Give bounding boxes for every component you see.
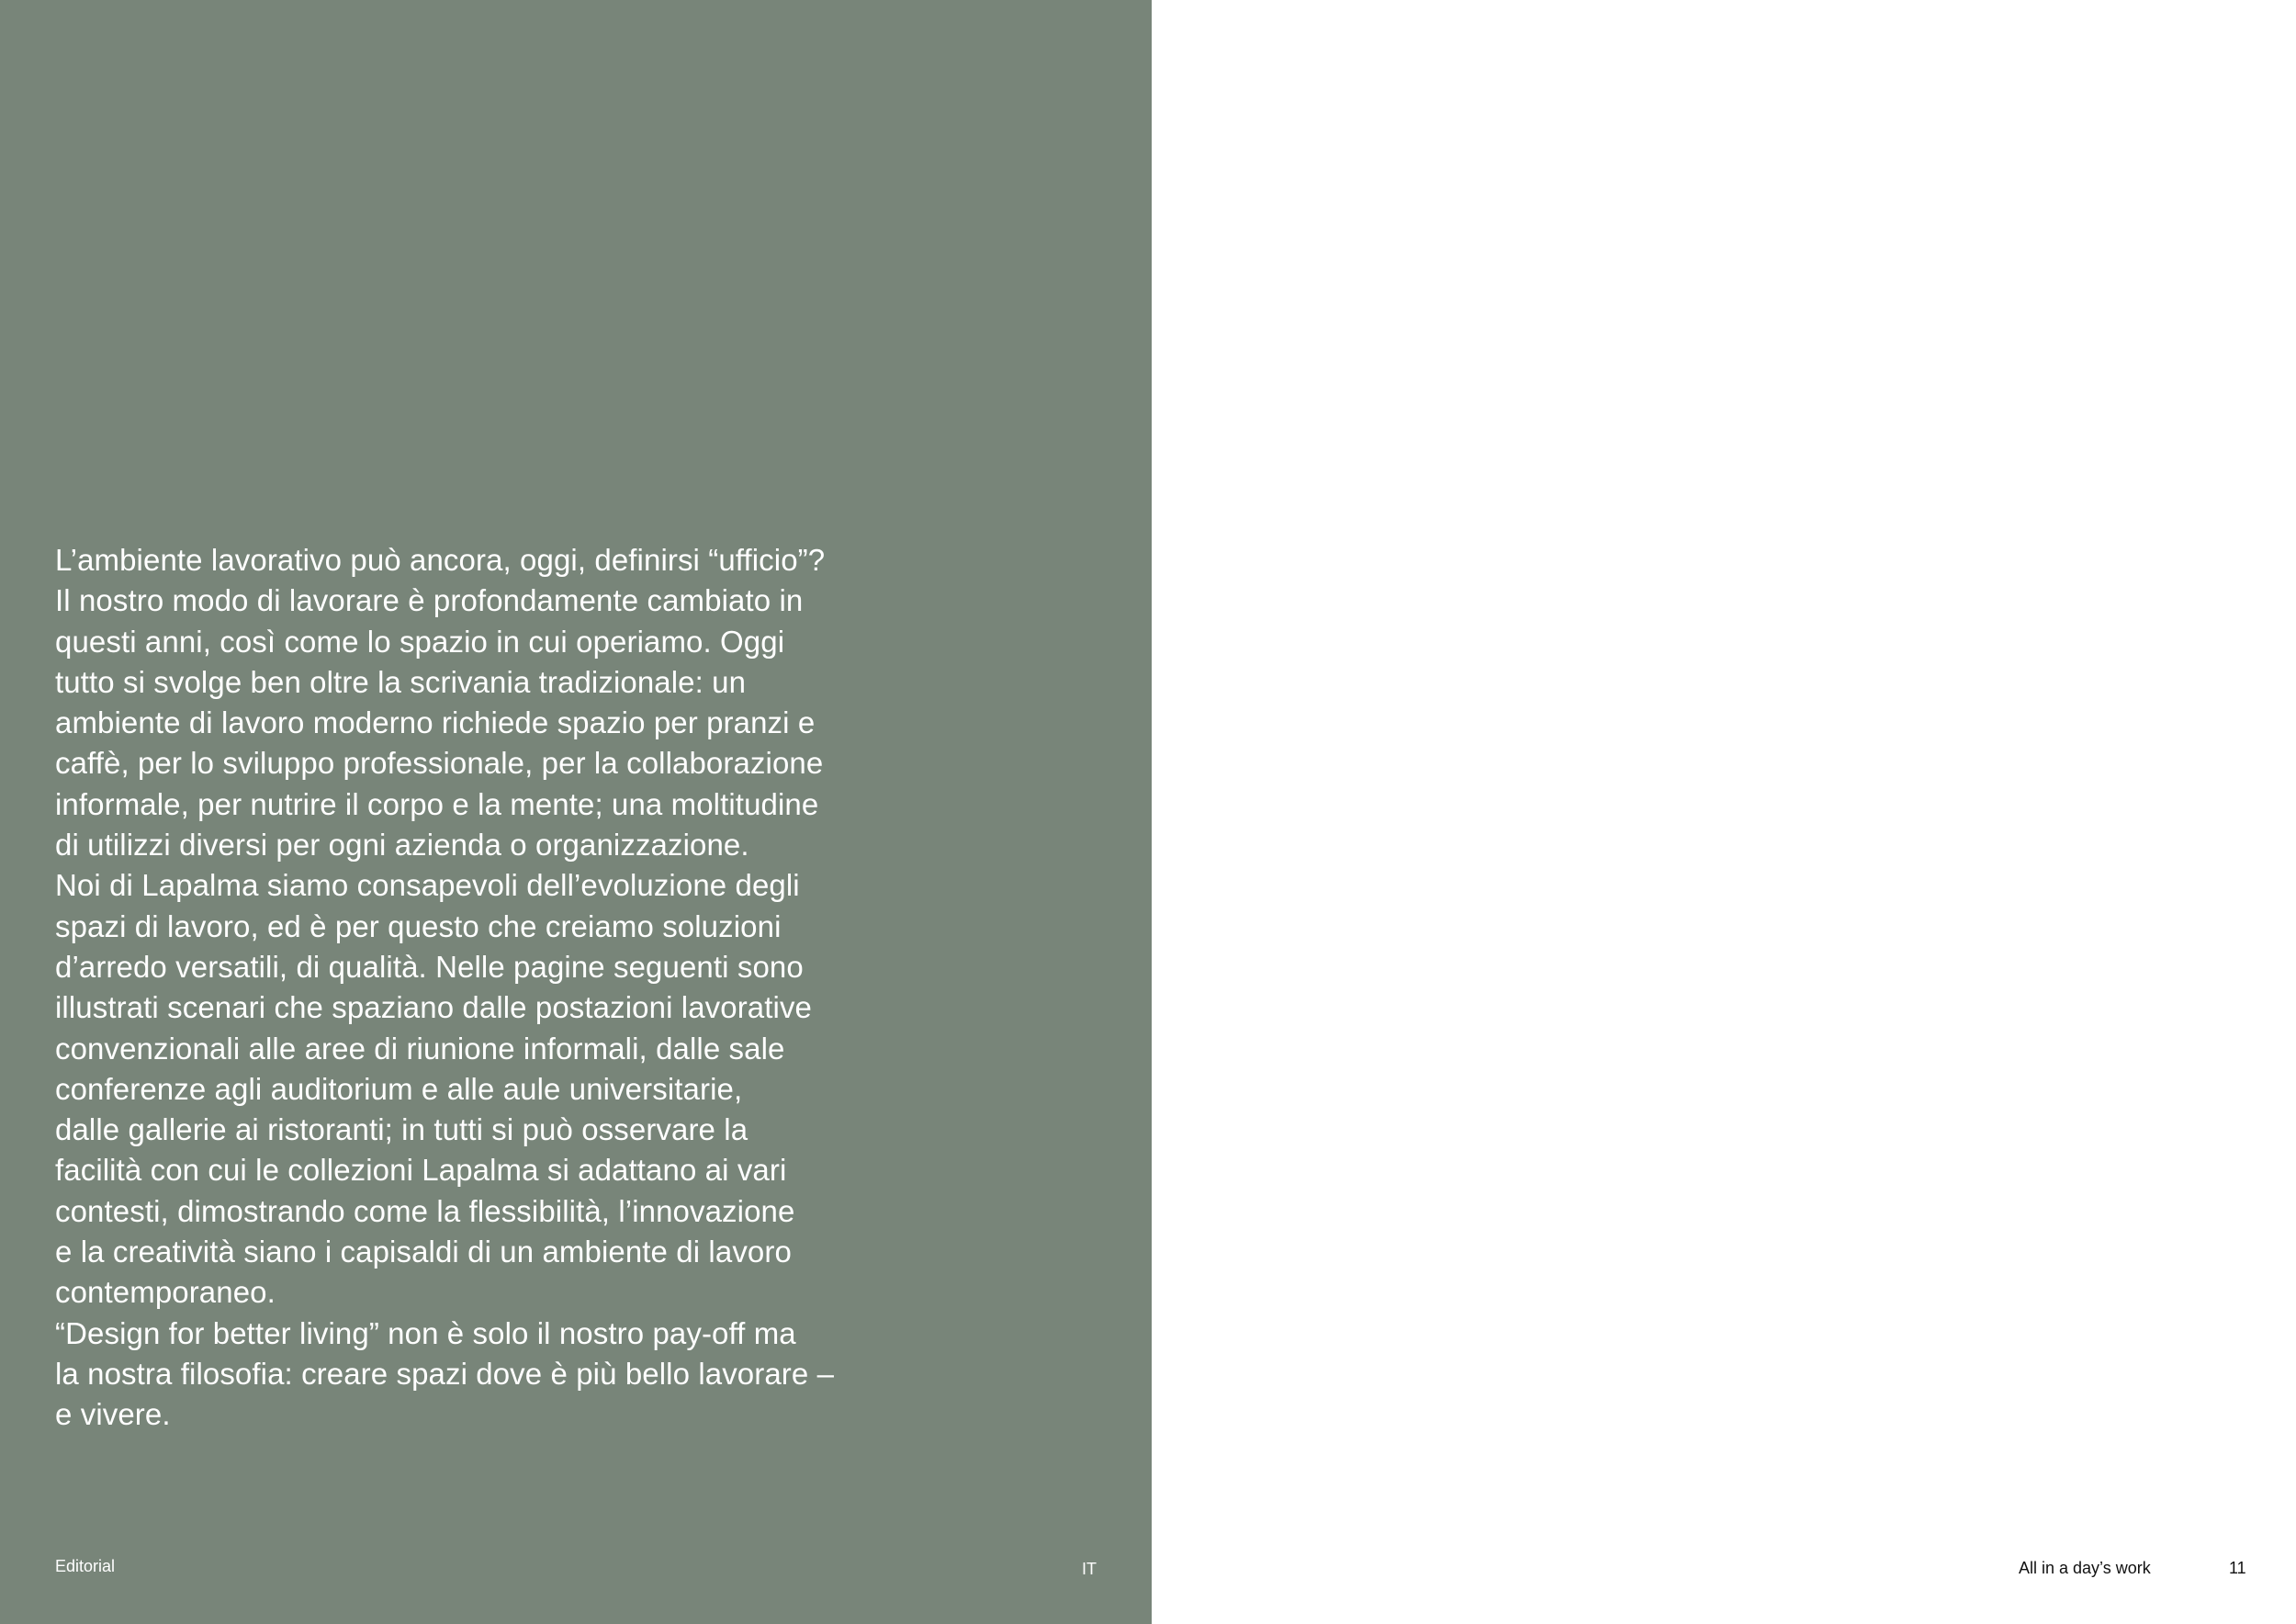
text-line: convenzionali alle aree di riunione informali, dalle sale xyxy=(55,1031,785,1066)
text-line: caffè, per lo sviluppo professionale, per la collaborazione xyxy=(55,746,824,781)
text-line: L’ambiente lavorativo può ancora, oggi, definirsi “ufficio”? xyxy=(55,543,826,577)
text-line: “Design for better living” non è solo il nostro pay-off ma xyxy=(55,1315,796,1350)
right-page xyxy=(1152,0,2296,1624)
text-line: dalle gallerie ai ristoranti; in tutti si può osservare la xyxy=(55,1112,748,1147)
text-line: contemporaneo. xyxy=(55,1275,276,1310)
text-line: spazi di lavoro, ed è per questo che creiamo soluzioni xyxy=(55,908,782,943)
text-line: tutto si svolge ben oltre la scrivania tradizionale: un xyxy=(55,664,747,699)
text-line: facilità con cui le collezioni Lapalma si adattano ai vari xyxy=(55,1153,787,1188)
text-line: Noi di Lapalma siamo consapevoli dell’evoluzione degli xyxy=(55,868,800,903)
footer-publication-title: All in a day’s work xyxy=(2019,1559,2151,1577)
text-line: informale, per nutrire il corpo e la mente; una moltitudine xyxy=(55,786,819,821)
footer-language-label: IT xyxy=(1082,1560,1097,1578)
footer-section-label: Editorial xyxy=(55,1557,116,1575)
text-line: la nostra filosofia: creare spazi dove è più bello lavorare – xyxy=(55,1356,835,1391)
page-number: 11 xyxy=(2229,1559,2246,1577)
text-line: di utilizzi diversi per ogni azienda o organizzazione. xyxy=(55,828,749,863)
text-line: questi anni, così come lo spazio in cui operiamo. Oggi xyxy=(55,624,785,659)
text-line: Il nostro modo di lavorare è profondamente cambiato in xyxy=(55,583,804,618)
text-line: illustrati scenari che spaziano dalle postazioni lavorative xyxy=(55,990,813,1025)
text-line: e vivere. xyxy=(55,1397,171,1432)
text-line: conferenze agli auditorium e alle aule universitarie, xyxy=(55,1071,743,1106)
text-line: ambiente di lavoro moderno richiede spazio per pranzi e xyxy=(55,705,816,740)
editorial-text xyxy=(55,540,937,1436)
text-line: e la creatività siano i capisaldi di un ambiente di lavoro xyxy=(55,1235,792,1269)
text-line: d’arredo versatili, di qualità. Nelle pagine seguenti sono xyxy=(55,949,804,984)
text-line: contesti, dimostrando come la flessibilità, l’innovazione xyxy=(55,1193,795,1228)
